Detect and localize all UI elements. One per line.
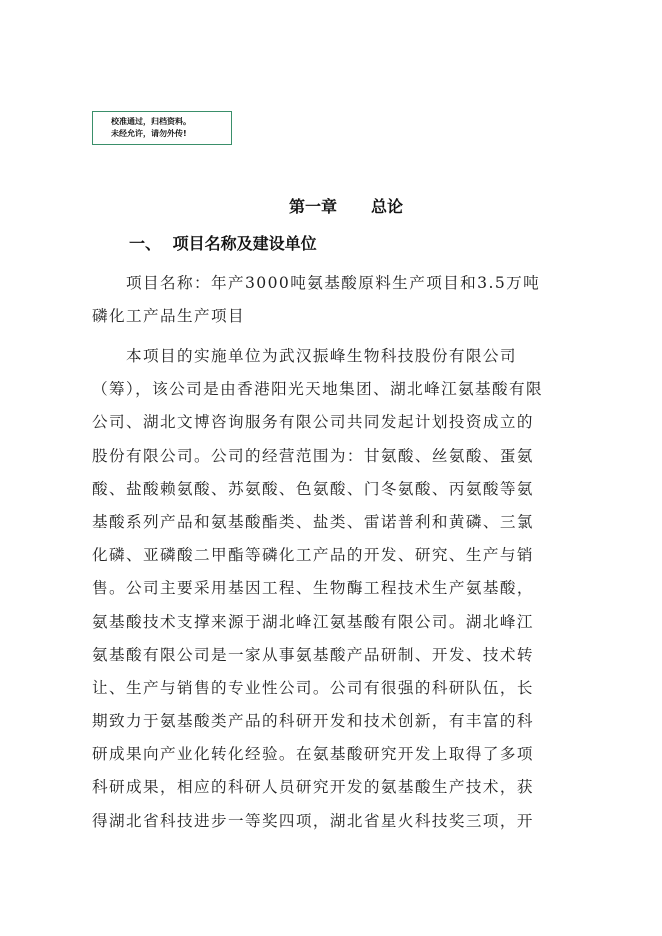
text-line: 售。公司主要采用基因工程、生物酶工程技术生产氨基酸， — [92, 579, 534, 598]
section-heading — [129, 233, 317, 255]
text-line: 得湖北省科技进步一等奖四项，湖北省星火科技奖三项，开 — [92, 811, 534, 830]
text-line: 公司、湖北文博咨询服务有限公司共同发起计划投资成立的 — [92, 413, 534, 432]
text-line: 股份有限公司。公司的经营范围为：甘氨酸、丝氨酸、蛋氨 — [92, 446, 534, 465]
text-line: 氨基酸有限公司是一家从事氨基酸产品研制、开发、技术转 — [92, 645, 534, 664]
chapter-title — [0, 196, 662, 218]
text-line: 化磷、亚磷酸二甲酯等磷化工产品的开发、研究、生产与销 — [92, 546, 534, 565]
chapter-name: 总论 — [371, 197, 404, 216]
text-line: 基酸系列产品和氨基酸酯类、盐类、雷诺普利和黄磷、三氯 — [92, 512, 534, 531]
text-line: 科研成果，相应的科研人员研究开发的氨基酸生产技术，获 — [92, 778, 534, 797]
section-number: 一、 — [129, 234, 162, 253]
text-line: 项目名称：年产3000吨氨基酸原料生产项目和3.5万吨 — [126, 274, 541, 292]
text-line: 酸、盐酸赖氨酸、苏氨酸、色氨酸、门冬氨酸、丙氨酸等氨 — [92, 479, 534, 498]
stamp-line-2: 未经允许，请勿外传! — [111, 129, 187, 138]
paragraph-project-name — [92, 267, 564, 333]
archive-stamp — [92, 111, 232, 145]
chapter-number: 第一章 — [288, 197, 337, 216]
text-line: 本项目的实施单位为武汉振峰生物科技股份有限公司 — [126, 347, 517, 365]
stamp-line-1: 校准通过，归档资料。 — [111, 117, 191, 126]
text-line: （筹），该公司是由香港阳光天地集团、湖北峰江氨基酸有限 — [92, 380, 544, 399]
text-line: 磷化工产品生产项目 — [92, 307, 245, 326]
paragraph-company-intro — [92, 340, 564, 838]
text-line: 期致力于氨基酸类产品的科研开发和技术创新，有丰富的科 — [92, 712, 534, 731]
text-line: 研成果向产业化转化经验。在氨基酸研究开发上取得了多项 — [92, 745, 534, 764]
text-line: 让、生产与销售的专业性公司。公司有很强的科研队伍，长 — [92, 678, 534, 697]
text-line: 氨基酸技术支撑来源于湖北峰江氨基酸有限公司。湖北峰江 — [92, 612, 534, 631]
section-name: 项目名称及建设单位 — [172, 234, 317, 253]
